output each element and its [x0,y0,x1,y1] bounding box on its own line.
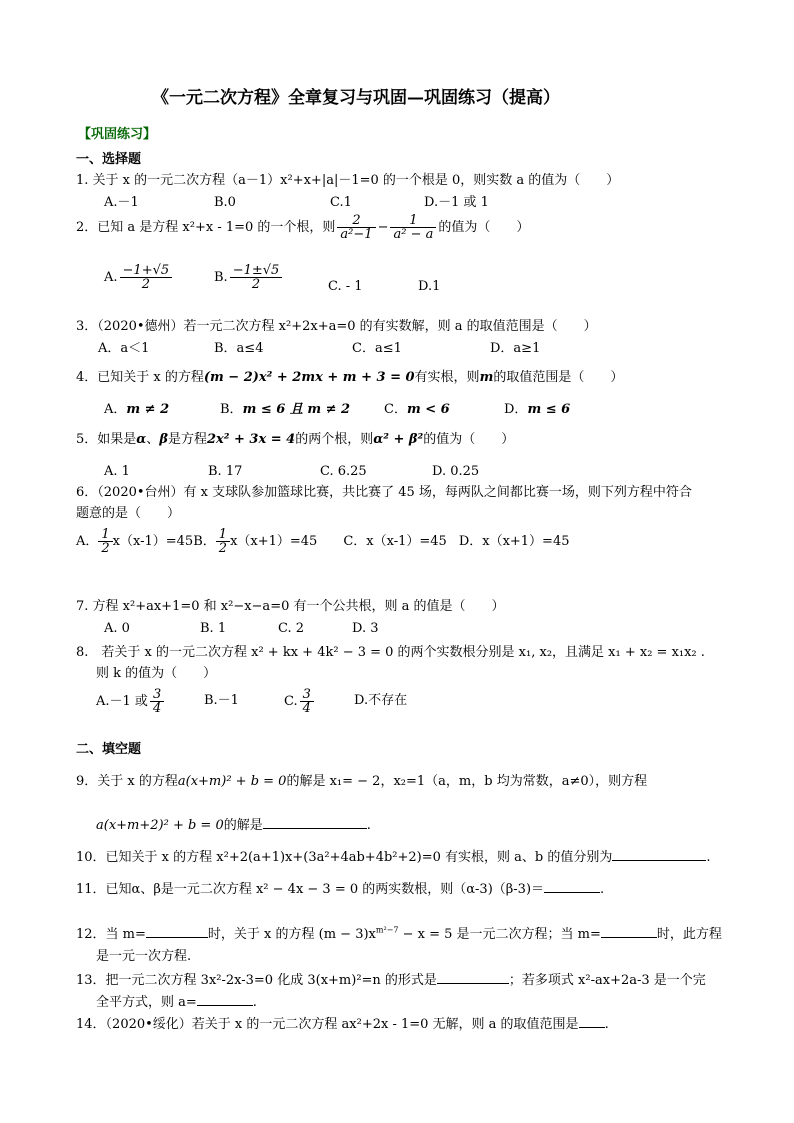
period: . [706,850,711,865]
question-2-stem [76,214,529,241]
question-12-mid-2: − x = 5 是一元二次方程；当 m= [398,927,601,942]
question-13-start: 13．把一元二次方程 3x²-2x-3=0 化成 3(x+m)²=n 的形式是 [76,973,437,988]
question-1-option-a: A.－1 [104,195,139,210]
question-1-option-c: C.1 [330,195,352,210]
half-fraction [98,528,112,555]
answer-blank[interactable] [263,816,367,829]
question-12-line-1 [76,925,722,941]
period: . [600,882,605,897]
question-8-stem-line-1: 8. 若关于 x 的一元二次方程 x² + kx + 4k² − 3 = 0 的两个实数根分别是 x₁, x₂，且满足 x₁ + x₂ = x₁x₂ . [76,645,705,660]
question-5-option-c: C. 6.25 [320,464,367,479]
answer-blank[interactable] [544,880,600,893]
question-9-rest: 的解是 x₁= − 2，x₂=1（a，m，b 均为常数，a≠0），则方程 [286,774,648,789]
fraction-numerator: 1 [390,214,436,228]
question-9-start: 9．关于 x 的方程 [76,774,178,789]
question-9-answer-label: 的解是 [223,818,263,833]
option-label: B. [214,270,228,285]
question-6-option-d: D．x（x+1）=45 [458,534,570,549]
option-label: B． [220,402,243,417]
question-9-line-2 [96,816,371,832]
option-expression: m ≤ 6 且 m ≠ 2 [242,402,351,417]
answer-blank[interactable] [146,925,208,938]
question-13-mid: ；若多项式 x²-ax+2a-3 是一个完 [508,973,706,988]
question-8-option-c [284,688,314,715]
question-13-line-2-text: 全平方式，则 a= [96,995,197,1010]
fraction-denominator: 4 [152,701,162,716]
question-6-stem-line-2: 题意的是（ ） [76,506,181,521]
question-7-stem: 7. 方程 x²+ax+1=0 和 x²−x−a=0 有一个公共根，则 a 的值是（ ） [76,599,505,614]
option-label: A. [104,270,118,285]
option-label: A． [104,402,127,417]
question-3-stem: 3．（2020•德州）若一元二次方程 x²+2x+a=0 的有实数解，则 a 的取值范围是（ ） [76,319,597,334]
question-2-stem-end: 的值为（ ） [438,220,530,235]
question-9-equation-2: a(x+m+2)² + b = 0 [96,818,224,833]
fraction-denominator: 2 [218,541,228,556]
fraction-numerator: 1 [98,528,112,542]
question-8-stem-line-2: 则 k 的值为（ ） [96,666,217,681]
question-5-stem-end: 的值为（ ） [423,432,515,447]
question-7-option-c: C. 2 [278,621,305,636]
question-13-line-2 [96,993,257,1009]
question-5-option-d: D. 0.25 [432,464,480,479]
option-label: D． [504,402,528,417]
question-5-equation: 2x² + 3x = 4 [206,432,296,447]
question-1-option-b: B.0 [214,195,236,210]
question-1-option-d: D.－1 或 1 [424,195,489,210]
answer-blank[interactable] [612,848,706,861]
question-2-stem-start: 2．已知 a 是方程 x²+x - 1=0 的一个根，则 [76,220,336,235]
question-2-option-c: C. - 1 [328,279,363,294]
question-2-fraction-1 [337,214,375,241]
question-5-option-b: B. 17 [208,464,243,479]
answer-blank[interactable] [601,925,657,938]
question-4-option-d [504,403,570,416]
question-5-expression: α² + β² [373,432,424,447]
question-5-stem-mid: 是方程 [167,432,207,447]
option-label: C. [284,694,298,709]
question-14 [76,1015,609,1031]
question-10-text: 10．已知关于 x 的方程 x²+2(a+1)x+(3a²+4ab+4b²+2)=0 有实根，则 a、b 的值分别为 [76,850,613,865]
question-5-stem-start: 5．如果是 [76,432,137,447]
separator: 、 [146,432,160,447]
fraction-numerator: −1±√5 [230,264,283,278]
alpha-symbol: α [136,432,147,447]
question-12-end: 时，此方程 [656,927,722,942]
section-heading-fill: 二、填空题 [76,742,142,757]
question-3-option-a: A．a＜1 [98,341,150,356]
question-6-option-c: C．x（x-1）=45 [343,534,447,549]
question-6-option-a-label: A． [76,534,99,549]
fraction-numerator: −1+√5 [120,264,173,278]
option-fraction [230,264,283,291]
question-4-stem-mid: 有实根，则 [414,370,480,385]
question-13-line-1 [76,971,706,987]
question-2-option-b [214,264,282,291]
question-8-option-b: B.－1 [204,693,239,708]
answer-blank[interactable] [197,993,253,1006]
option-label: C． [384,402,407,417]
fraction-numerator: 2 [337,214,375,228]
question-11-text: 11．已知α、β是一元二次方程 x² − 4x − 3 = 0 的两实数根，则（α-3)（β-3)＝ [76,882,545,897]
fraction-denominator: 2 [101,541,110,556]
question-4-stem-end: 的取值范围是（ ） [493,370,624,385]
question-6-options [76,528,570,555]
question-9-equation: a(x+m)² + b = 0 [177,774,287,789]
period: . [252,995,257,1010]
question-3-option-b: B．a≤4 [214,341,264,356]
question-12-line-2: 是一元一次方程. [96,949,192,964]
question-5-option-a: A. 1 [104,464,130,479]
fraction-denominator: a²−1 [340,227,373,242]
option-fraction [120,264,173,291]
question-2-fraction-2 [390,214,436,241]
question-4-option-a [104,403,169,416]
question-9-line-1 [76,775,647,788]
question-12-start: 12．当 m= [76,927,146,942]
question-14-text: 14．（2020•绥化）若关于 x 的一元二次方程 ax²+2x - 1=0 无解，则 a 的取值范围是 [76,1017,579,1032]
question-12-mid: 时，关于 x 的方程 (m − 3)x [207,927,376,942]
question-4-equation: (m − 2)x² + 2mx + m + 3 = 0 [203,370,415,385]
exponent: m²−7 [375,925,399,935]
question-10 [76,848,711,864]
question-4-stem-start: 4．已知关于 x 的方程 [76,370,204,385]
question-5-stem-mid2: 的两个根，则 [295,432,374,447]
section-tag: 【巩固练习】 [78,127,157,142]
question-7-option-b: B. 1 [200,621,227,636]
question-3-option-c: C．a≤1 [352,341,402,356]
question-7-option-a: A. 0 [104,621,130,636]
period: . [366,818,371,833]
question-5-stem [76,433,514,446]
beta-symbol: β [159,432,168,447]
question-8-option-a [96,688,164,715]
question-6-option-b-label: B． [193,534,216,549]
question-2-option-d: D.1 [418,279,441,294]
option-expression: m ≠ 2 [126,402,170,417]
fraction-numerator: 1 [216,528,230,542]
question-4-stem [76,371,623,384]
answer-blank[interactable] [437,971,509,984]
fraction-numerator: 3 [300,688,314,702]
question-3-option-d: D．a≥1 [490,341,541,356]
option-label: A.－1 或 [96,694,148,709]
option-expression: m < 6 [406,402,450,417]
section-heading-choice: 一、选择题 [76,152,142,167]
question-2-option-a [104,264,172,291]
question-6-option-b: x（x+1）=45 [230,534,318,549]
question-6-stem-line-1: 6．（2020•台州）有 x 支球队参加篮球比赛，共比赛了 45 场，每两队之间都比赛一场，则下列方程中符合 [76,485,692,500]
half-fraction [216,528,230,555]
fraction-denominator: 4 [302,701,311,716]
question-6-option-a: x（x-1）=45 [112,534,194,549]
question-8-option-d: D.不存在 [354,693,408,708]
fraction-denominator: 2 [141,277,150,292]
question-4-option-c [384,403,450,416]
question-4-variable: m [479,370,494,385]
question-4-option-b [220,403,350,416]
page-title: 《一元二次方程》全章复习与巩固—巩固练习（提高） [152,88,560,108]
period: . [604,1017,609,1032]
question-7-option-d: D. 3 [352,621,379,636]
option-fraction [300,688,314,715]
question-11 [76,880,604,896]
option-fraction [150,688,164,715]
option-expression: m ≤ 6 [527,402,571,417]
answer-blank[interactable] [579,1015,605,1028]
question-1-stem: 1. 关于 x 的一元二次方程（a－1）x²+x+|a|－1=0 的一个根是 0，则实数 a 的值为（ ） [76,173,620,188]
fraction-denominator: a² − a [393,227,434,242]
fraction-denominator: 2 [251,277,261,292]
fraction-numerator: 3 [150,688,164,702]
minus-sign: − [377,220,389,235]
